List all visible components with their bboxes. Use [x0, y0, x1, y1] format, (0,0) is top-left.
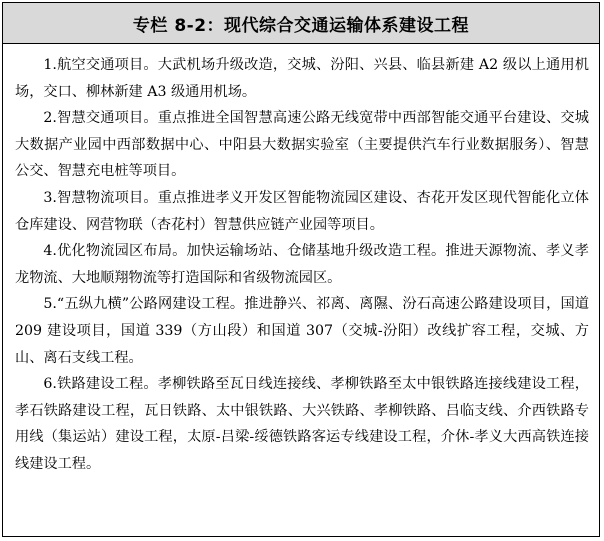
item-smart-logistics: 3.智慧物流项目。重点推进孝义开发区智能物流园区建设、杏花开发区现代智能化立体仓库建设、网营物联（杏花村）智慧供应链产业园等项目。 [15, 189, 589, 233]
item-aviation: 1.航空交通项目。大武机场升级改造，交城、汾阳、兴县、临县新建 A2 级以上通用机场，交口、柳林新建 A3 级通用机场。 [15, 57, 589, 100]
feature-box [2, 2, 600, 537]
box-content [3, 44, 599, 478]
item-highway-network: 5.“五纵九横”公路网建设工程。推进静兴、祁离、离隰、汾石高速公路建设项目，国道 209 建设项目，国道 339（方山段）和国道 307（交城-汾阳）改线扩容工程，交城、方山、离石支线工程。 [15, 296, 589, 366]
item-smart-transport: 2.智慧交通项目。重点推进全国智慧高速公路无线宽带中西部智能交通平台建设、交城大数据产业园中西部数据中心、中阳县大数据实验室（主要提供汽车行业数据服务）、智慧公交、智慧充电桩等项目。 [15, 110, 589, 180]
box-title: 专栏 8-2：现代综合交通运输体系建设工程 [3, 3, 599, 44]
item-logistics-parks: 4.优化物流园区布局。加快运输场站、仓储基地升级改造工程。推进天源物流、孝义孝龙物流、大地顺翔物流等打造国际和省级物流园区。 [15, 243, 589, 286]
item-railway: 6.铁路建设工程。孝柳铁路至瓦日线连接线、孝柳铁路至太中银铁路连接线建设工程，孝石铁路建设工程，瓦日铁路、太中银铁路、大兴铁路、孝柳铁路、吕临支线、介西铁路专用线（集运站）建设工程，太原-吕梁-绥德铁路客运专线建设工程，介休-孝义大西高铁连接线建设工程。 [15, 376, 589, 472]
